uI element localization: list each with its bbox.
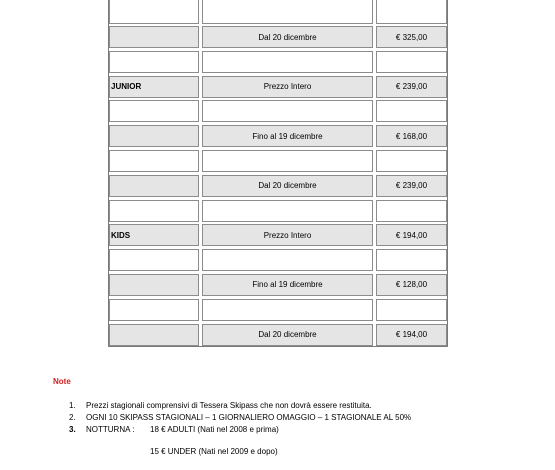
price-cell [376,51,447,73]
price-cell: € 194,00 [376,324,447,346]
note-item-3 [53,424,279,436]
table-row [109,173,447,198]
table-row [109,148,447,173]
note-number: 2. [69,413,76,422]
price-cell [376,249,447,271]
description-cell [202,150,373,172]
description-cell [202,51,373,73]
table-row [109,198,447,223]
note-text: NOTTURNA : [86,425,135,434]
price-cell [376,100,447,122]
notes-title: Note [53,377,71,386]
description-cell: Dal 20 dicembre [202,175,373,197]
note-item-2 [53,412,412,424]
table-row [109,272,447,297]
category-cell [109,51,199,73]
note-text: Prezzi stagionali comprensivi di Tessera Skipass che non dovrà essere restituita. [86,401,372,410]
table-row [109,0,447,24]
price-cell: € 194,00 [376,224,447,246]
description-cell: Prezzo Intero [202,224,373,246]
category-cell [109,0,199,24]
description-cell [202,200,373,222]
description-cell: Dal 20 dicembre [202,324,373,346]
note-text: OGNI 10 SKIPASS STAGIONALI – 1 GIORNALIERO OMAGGIO – 1 STAGIONALE AL 50% [86,413,412,422]
category-cell [109,125,199,147]
price-table [108,0,448,347]
note-item-1 [53,400,372,412]
category-cell [109,26,199,48]
table-row [109,322,447,347]
price-cell [376,0,447,24]
note-under-price: 15 € UNDER (Nati nel 2009 e dopo) [150,447,278,456]
table-row [109,98,447,123]
table-row [109,74,447,99]
price-cell: € 239,00 [376,175,447,197]
note-adult-price: 18 € ADULTI (Nati nel 2008 e prima) [150,425,279,434]
price-cell [376,299,447,321]
table-row [109,49,447,74]
description-cell [202,0,373,24]
category-cell [109,175,199,197]
note-number: 3. [69,425,76,434]
table-row [109,297,447,322]
price-cell: € 128,00 [376,274,447,296]
description-cell: Prezzo Intero [202,76,373,98]
category-cell [109,100,199,122]
category-cell [109,299,199,321]
category-cell [109,324,199,346]
category-cell: KIDS [109,224,199,246]
price-cell [376,150,447,172]
table-row [109,247,447,272]
category-cell [109,274,199,296]
notes-section [53,377,412,456]
category-cell: JUNIOR [109,76,199,98]
description-cell [202,100,373,122]
price-cell: € 239,00 [376,76,447,98]
description-cell: Fino al 19 dicembre [202,274,373,296]
table-row [109,222,447,247]
price-cell: € 168,00 [376,125,447,147]
description-cell: Dal 20 dicembre [202,26,373,48]
note-number: 1. [69,401,76,410]
category-cell [109,150,199,172]
description-cell [202,249,373,271]
price-cell: € 325,00 [376,26,447,48]
category-cell [109,249,199,271]
table-row [109,24,447,49]
table-row [109,123,447,148]
description-cell [202,299,373,321]
category-cell [109,200,199,222]
price-cell [376,200,447,222]
description-cell: Fino al 19 dicembre [202,125,373,147]
